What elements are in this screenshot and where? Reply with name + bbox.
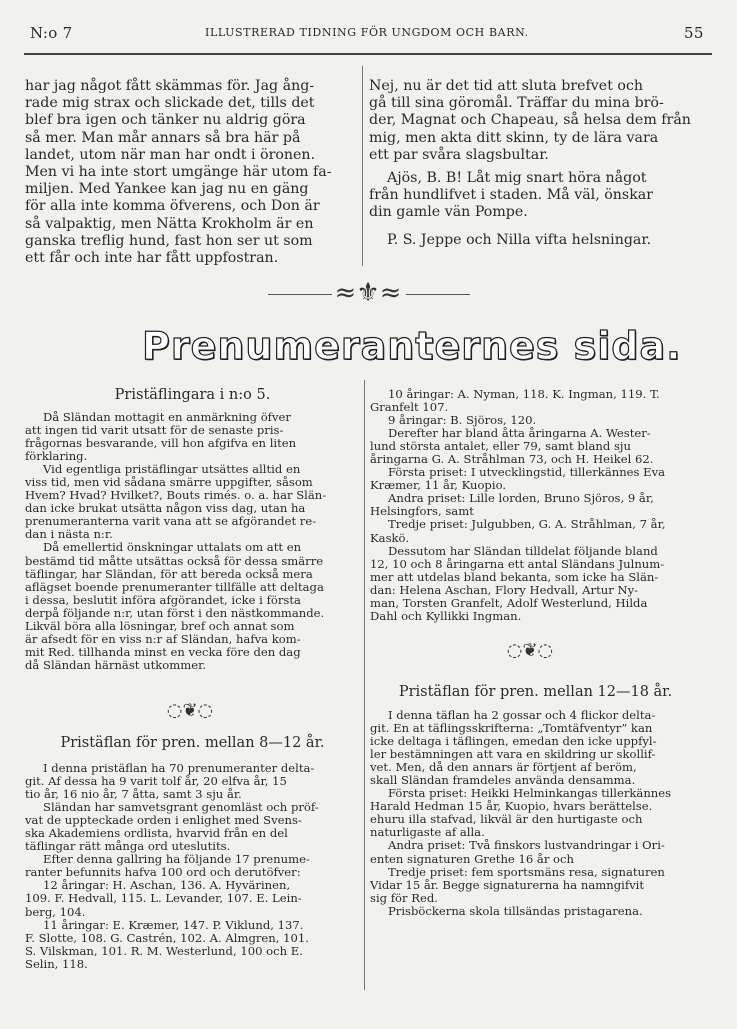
text-line: Dessutom har Sländan tilldelat följande bland (388, 543, 658, 558)
text-line: så valpaktig, men Nätta Krokholm är en (25, 215, 314, 232)
pristaflan-12-18-body (370, 709, 700, 918)
text-line: Efter denna gallring ha följande 17 prenume- (43, 852, 310, 867)
text-line: 11 åringar: E. Kræmer, 147. P. Viklund, 137. (43, 917, 304, 932)
text-line: förklaring. (25, 449, 88, 464)
text-line: aflägset boende prenumeranter tillfälle att deltaga (25, 579, 324, 594)
section-title-pristaflingar: Pristäflingara i n:o 5. (114, 387, 271, 403)
column-divider-top (362, 66, 363, 266)
text-line: ett par svåra slagsbultar. (369, 146, 549, 163)
text-line: från hundlifvet i staden. Må väl, önskar (369, 187, 654, 204)
letter-left-column (25, 78, 360, 267)
text-line: mit Red. tillhanda minst en vecka före den dag (25, 644, 301, 659)
text-line: enten signaturen Grethe 16 år och (370, 851, 574, 866)
text-line: Hvem? Hvad? Hvilket?, Bouts rimés. o. a. har Slän- (25, 488, 327, 503)
text-line: Likväl böra alla lösningar, bref och annat som (25, 618, 295, 633)
section-title-12-18: Pristäflan för pren. mellan 12—18 år. (398, 684, 673, 700)
text-line: rade mig strax och slickade det, tills det (25, 95, 315, 112)
text-line: frågornas besvarande, vill hon afgifva en liten (25, 436, 297, 451)
text-line: Första priset: Heikki Helminkangas tillerkännes (388, 786, 672, 801)
text-line: Då Sländan mottagit en anmärkning öfver (43, 410, 291, 424)
text-line: miljen. Med Yankee kan jag nu en gäng (25, 181, 309, 198)
text-line: skall Sländan framdeles använda densamma. (370, 773, 636, 788)
ornament-right-rule (406, 294, 470, 295)
text-line: så mer. Man mår annars så bra här på (25, 129, 301, 146)
letter-right-column (369, 78, 700, 249)
text-line: blef bra igen och tänker nu aldrig göra (25, 112, 306, 129)
text-line: mer att utdelas bland bekanta, som icke ha Slän- (370, 569, 659, 584)
page-number: 55 (684, 24, 704, 42)
text-line: 9 åringar: B. Sjöros, 120. (388, 413, 537, 428)
section-title-8-12: Pristäflan för pren. mellan 8—12 år. (60, 735, 325, 751)
text-line: man, Torsten Granfelt, Adolf Westerlund, Hilda (370, 595, 648, 610)
text-line: tio år, 16 nio år, 7 åtta, samt 3 sju år. (25, 787, 242, 802)
text-line: dan i nästa n:r. (25, 527, 113, 542)
text-line: naturligaste af alla. (370, 825, 485, 840)
text-line: ganska treflig hund, fast hon ser ut som (25, 232, 313, 249)
pristaflan-8-12-body (25, 762, 358, 971)
header-rule (24, 53, 712, 55)
text-line: Kaskö. (370, 530, 410, 545)
text-line: Då emellertid önskningar uttalats om att en (43, 540, 302, 555)
text-line: Derefter har bland åtta åringarna A. Wester- (388, 426, 651, 441)
text-line: prenumeranterna varit vana att se afgörandet re- (25, 514, 317, 529)
text-line: är afsedt för en viss n:r af Sländan, hafva kom- (25, 631, 301, 646)
text-line: lund största antalet, eller 79, samt bland sju (370, 439, 631, 454)
text-line: berg, 104. (25, 904, 86, 919)
text-line: Tredje priset: Julgubben, G. A. Stråhlman, 7 år, (388, 517, 666, 532)
text-line: 10 åringar: A. Nyman, 118. K. Ingman, 119. T. (388, 387, 660, 401)
text-line: F. Slotte, 108. G. Castrén, 102. A. Almgren, 101. (25, 930, 309, 945)
text-line: Tredje priset: fem sportsmäns resa, signaturen (388, 864, 665, 879)
text-line: git. Af dessa ha 9 varit tolf år, 20 elfva år, 15 (25, 774, 287, 789)
text-line: Vidar 15 år. Begge signaturerna ha namngifvit (370, 877, 645, 892)
text-line: Kræmer, 11 år, Kuopio. (370, 478, 507, 493)
flourish-ornament-icon: ≈⚜≈ (334, 278, 402, 308)
text-line: Selin, 118. (25, 956, 88, 971)
text-line: har jag något fått skämmas för. Jag ång- (25, 78, 315, 94)
page-number-left: N:o 7 (30, 24, 73, 42)
text-line: Prisböckerna skola tillsändas pristagarena. (388, 903, 643, 918)
text-line: Andra priset: Lille lorden, Bruno Sjöros, 9 år, (388, 491, 654, 506)
divider-ornament-icon: ◌❦◌ (506, 640, 554, 661)
text-line: Vid egentliga pristäflingar utsättes alltid en (43, 462, 301, 477)
column-divider-bottom (364, 380, 365, 990)
text-line: ehuru illa stafvad, likväl är den hurtigaste och (370, 812, 643, 827)
text-line: sig för Red. (370, 890, 438, 905)
text-line: Sländan har samvetsgrant genomläst och pröf- (43, 800, 319, 815)
text-line: ett får och inte har fått uppfostran. (25, 250, 279, 267)
text-line: git. En at täflingsskrifterna: „Tomtäfventyr” kan (370, 721, 653, 736)
divider-ornament-icon: ◌❦◌ (166, 700, 214, 721)
text-line: bestämd tid måtte utsättas också för dessa smärre (25, 553, 324, 568)
text-line: Helsingfors, samt (370, 504, 474, 519)
text-line: Dahl och Kyllikki Ingman. (370, 608, 522, 623)
text-line: Första priset: I utvecklingstid, tillerkännes Eva (388, 465, 666, 480)
text-line: viss tid, men vid sådana smärre uppgifter, såsom (25, 475, 313, 490)
text-line: ler bestämningen att vara en skildring ur skollif- (370, 747, 656, 762)
text-line: då Sländan härnäst utkommer. (25, 657, 207, 672)
text-line: Ajös, B. B! Låt mig snart höra något (387, 170, 647, 187)
text-line: dan icke brukat utsätta någon viss dag, utan ha (25, 501, 306, 516)
text-line: vet. Men, då den annars är förtjent af beröm, (370, 760, 637, 775)
text-line: P. S. Jeppe och Nilla vifta helsningar. (387, 231, 652, 248)
text-line: Nej, nu är det tid att sluta brefvet och (369, 78, 644, 94)
text-line: gå till sina göromål. Träffar du mina brö- (369, 95, 664, 112)
text-line: täflingar, har Sländan, för att bereda också mera (25, 566, 313, 581)
text-line: I denna pristäflan ha 70 prenumeranter delta- (43, 761, 315, 775)
text-line: 12 åringar: H. Aschan, 136. A. Hyvärinen, (43, 878, 291, 893)
text-line: åringarna G. A. Stråhlman 73, och H. Heikel 62. (370, 452, 654, 467)
text-line: i dessa, beslutit införa afgörandet, icke i första (25, 592, 301, 607)
text-line: din gamle vän Pompe. (369, 204, 528, 221)
text-line: derpå följande n:r, utan först i den nästkommande. (25, 605, 325, 620)
text-line: Harald Hedman 15 år, Kuopio, hvars berättelse. (370, 799, 653, 814)
pristaflingar-body (25, 411, 358, 672)
running-title: ILLUSTRERAD TIDNING FÖR UNGDOM OCH BARN. (205, 26, 529, 39)
text-line: dan: Helena Aschan, Flory Hedvall, Artur Ny- (370, 582, 639, 597)
text-line: 109. F. Hedvall, 115. L. Levander, 107. E. Lein- (25, 891, 302, 906)
text-line: att ingen tid varit utsatt för de senaste pris- (25, 423, 284, 438)
text-line: för alla inte komma öfverens, och Don är (25, 198, 320, 215)
text-line: ranter befunnits hafva 100 ord och derutöfver: (25, 865, 301, 880)
text-line: mig, men akta ditt skinn, ty de lära vara (369, 129, 659, 146)
text-line: 12, 10 och 8 åringarna ett antal Sländans Julnum- (370, 556, 665, 571)
pristaflingar-results-body (370, 388, 700, 623)
text-line: S. Vilskman, 101. R. M. Westerlund, 100 och E. (25, 943, 303, 958)
text-line: täflingar rätt många ord uteslutits. (25, 839, 231, 854)
text-line: landet, utom när man har ondt i öronen. (25, 146, 316, 163)
section-banner: Prenumeranternes sida. (142, 324, 682, 368)
text-line: vat de uppteckade orden i enlighet med Svens- (25, 813, 302, 828)
text-line: icke deltaga i täflingen, emedan den icke uppfyl- (370, 734, 657, 749)
text-line: I denna täflan ha 2 gossar och 4 flickor delta- (388, 708, 656, 722)
ornament-left-rule (268, 294, 332, 295)
text-line: Andra priset: Två finskors lustvandringar i Ori- (388, 838, 665, 853)
text-line: der, Magnat och Chapeau, så helsa dem från (369, 112, 691, 129)
text-line: Granfelt 107. (370, 400, 449, 415)
text-line: ska Akademiens ordlista, hvarvid från en del (25, 826, 288, 841)
text-line: Men vi ha inte stort umgänge här utom fa- (25, 164, 332, 181)
